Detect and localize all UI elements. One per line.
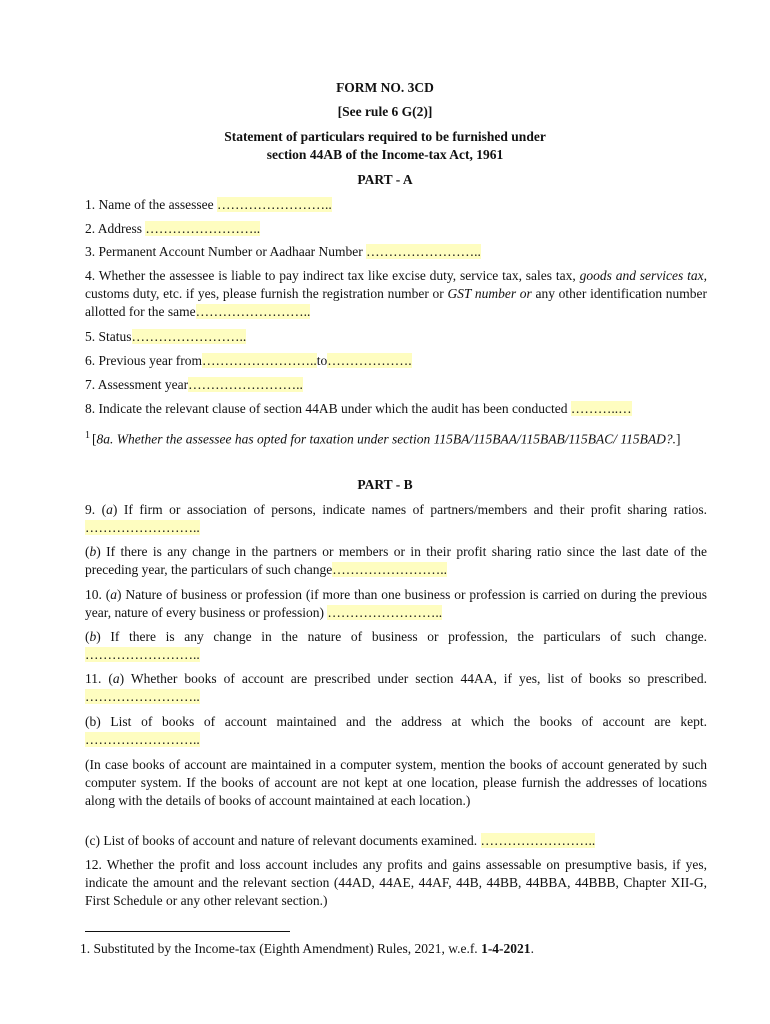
item-2-address: 2. Address …………………….. bbox=[85, 221, 261, 236]
assessment-year-field[interactable]: …………………….. bbox=[188, 377, 303, 392]
rule-reference: [See rule 6 G(2)] bbox=[337, 104, 433, 119]
part-b-title: PART - B bbox=[357, 477, 413, 492]
part-a-title: PART - A bbox=[357, 172, 413, 187]
form-number: FORM NO. 3CD bbox=[336, 80, 434, 95]
footnote-divider bbox=[85, 931, 290, 932]
item-9b-partner-change: (b) If there is any change in the partners or members or in their profit sharing ratio since the last date of the preceding year, the particulars of such change…………………….. bbox=[85, 544, 707, 577]
books-prescribed-field[interactable]: …………………….. bbox=[85, 689, 200, 704]
item-5-status: 5. Status…………………….. bbox=[85, 329, 247, 344]
books-maintained-field[interactable]: …………………….. bbox=[85, 732, 200, 747]
item-11b-books-maintained: (b) List of books of account maintained and the address at which the books of account are kept. …………………….. bbox=[85, 714, 707, 747]
previous-year-to-field[interactable]: ………………. bbox=[327, 353, 412, 368]
item-10a-nature-business: 10. (a) Nature of business or profession (if more than one business or profession is carried on during the previous year, nature of every business or profession) …………………….. bbox=[85, 587, 708, 620]
status-field[interactable]: …………………….. bbox=[131, 329, 247, 344]
item-7-assessment-year: 7. Assessment year…………………….. bbox=[85, 377, 303, 392]
name-field[interactable]: …………………….. bbox=[216, 197, 332, 212]
business-change-field[interactable]: …………………….. bbox=[85, 647, 200, 662]
partner-change-field[interactable]: …………………….. bbox=[332, 562, 447, 577]
item-9a-partners: 9. (a) If firm or association of persons, indicate names of partners/members and their profit sharing ratios. …………………….. bbox=[85, 502, 707, 535]
previous-year-from-field[interactable]: …………………….. bbox=[201, 353, 317, 368]
item-11c-documents-examined: (c) List of books of account and nature of relevant documents examined. …………………….. bbox=[85, 833, 596, 848]
form-statement: Statement of particulars required to be furnished under section 44AB of the Income-tax Act, 1961 bbox=[224, 129, 546, 162]
registration-number-field[interactable]: …………………….. bbox=[195, 304, 311, 319]
item-6-previous-year: 6. Previous year from……………………..to………………. bbox=[85, 353, 412, 368]
item-3-pan: 3. Permanent Account Number or Aadhaar Number …………………….. bbox=[85, 244, 481, 259]
item-4-indirect-tax: 4. Whether the assessee is liable to pay indirect tax like excise duty, service tax, sales tax, goods and services tax, customs duty, etc. if yes, please furnish the registration number or GST number or any other identification number allotted for the same…………………….. bbox=[85, 268, 708, 319]
footnote-marker: 1 bbox=[85, 430, 90, 441]
nature-business-field[interactable]: …………………….. bbox=[327, 605, 443, 620]
address-field[interactable]: …………………….. bbox=[145, 221, 261, 236]
pan-field[interactable]: …………………….. bbox=[366, 244, 481, 259]
documents-examined-field[interactable]: …………………….. bbox=[480, 833, 596, 848]
partners-field[interactable]: …………………….. bbox=[85, 520, 200, 535]
item-12-presumptive-basis: 12. Whether the profit and loss account includes any profits and gains assessable on presumptive basis, if yes, indicate the amount and the relevant section (44AD, 44AE, 44AF, 44B, 44BB, 44BBA, 44BBB, Chapter XII-G, First Schedule or any other relevant section.) bbox=[85, 857, 707, 908]
item-8-audit-clause: 8. Indicate the relevant clause of section 44AB under which the audit has been conducted ………..… bbox=[85, 401, 632, 416]
item-8a-opted-taxation: $^1$ [8a. Whether the assessee has opted for taxation under section 115BA/115BAA/115BAB/115BAC/ 115BAD?.] bbox=[85, 430, 681, 447]
item-11a-books-prescribed: 11. (a) Whether books of account are prescribed under section 44AA, if yes, list of books so prescribed. …………………….. bbox=[85, 671, 707, 704]
item-10b-business-change: (b) If there is any change in the nature of business or profession, the particulars of such change. …………………….. bbox=[85, 629, 707, 662]
item-1-name: 1. Name of the assessee …………………….. bbox=[85, 197, 332, 212]
audit-clause-field[interactable]: ………..… bbox=[570, 401, 632, 416]
footnote: 1. Substituted by the Income-tax (Eighth Amendment) Rules, 2021, w.e.f. 1-4-2021. bbox=[80, 941, 534, 956]
item-11-note: (In case books of account are maintained in a computer system, mention the books of account generated by such computer system. If the books of account are not kept at one location, please furnish the addresses of locations along with the details of books of account maintained at each location.) bbox=[85, 757, 707, 808]
